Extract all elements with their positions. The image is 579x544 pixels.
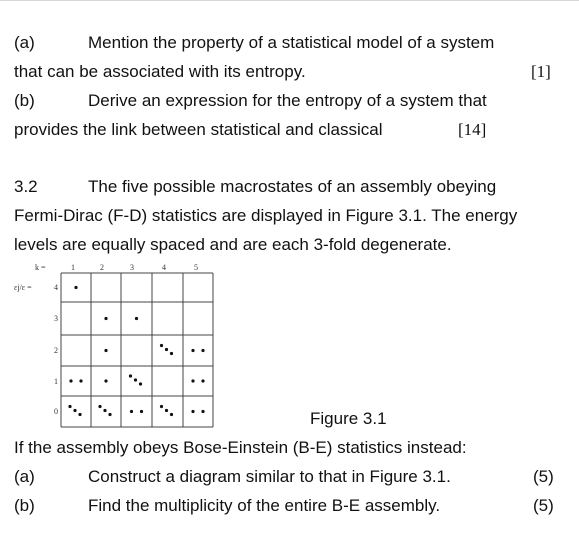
dot-cell-10 <box>68 405 71 408</box>
k-value-4: 4 <box>162 263 166 272</box>
energy-level-0: 0 <box>54 407 58 416</box>
dot-cell-2 <box>135 317 138 320</box>
dot-cell-1 <box>104 317 107 320</box>
dot-cell-13 <box>160 405 163 408</box>
dot-cell-4 <box>165 348 168 351</box>
dot-cell-3 <box>104 349 107 352</box>
k-value-1: 1 <box>71 263 75 272</box>
energy-level-3: 3 <box>54 314 58 323</box>
dot-cell-13 <box>170 413 173 416</box>
be-a-label: (a) <box>14 467 35 486</box>
q-b-marks: [14] <box>458 120 487 139</box>
dot-cell-6 <box>69 379 72 382</box>
dot-cell-8 <box>139 382 142 385</box>
be-b-text: Find the multiplicity of the entire B-E assembly. <box>88 496 441 515</box>
dot-cell-11 <box>98 405 101 408</box>
energy-level-4: 4 <box>54 283 58 292</box>
dot-cell-12 <box>140 410 143 413</box>
dot-cell-10 <box>78 413 81 416</box>
be-a-text: Construct a diagram similar to that in Figure 3.1. <box>88 467 451 486</box>
dot-cell-12 <box>130 410 133 413</box>
energy-level-2: 2 <box>54 346 58 355</box>
energy-level-1: 1 <box>54 377 58 386</box>
be-a-marks: (5) <box>533 467 554 486</box>
be-b-label: (b) <box>14 496 35 515</box>
k-label: k = <box>35 263 46 272</box>
dot-cell-13 <box>165 409 168 412</box>
dot-cell-0 <box>74 286 77 289</box>
dot-cell-10 <box>73 409 76 412</box>
dot-cell-11 <box>108 413 111 416</box>
particle-dots <box>68 286 204 416</box>
dot-cell-7 <box>104 379 107 382</box>
dot-cell-5 <box>191 349 194 352</box>
k-value-2: 2 <box>100 263 104 272</box>
dot-cell-5 <box>201 349 204 352</box>
dot-cell-9 <box>201 379 204 382</box>
figure-caption: Figure 3.1 <box>310 409 387 428</box>
dot-cell-11 <box>103 409 106 412</box>
q32-line-2: Fermi-Dirac (F-D) statistics are displayed in Figure 3.1. The energy <box>14 206 518 225</box>
be-b-marks: (5) <box>533 496 554 515</box>
q-b-label: (b) <box>14 91 35 110</box>
dot-cell-4 <box>170 352 173 355</box>
dot-cell-6 <box>79 379 82 382</box>
energy-label: εj/ε = <box>14 283 32 292</box>
q-a-marks: [1] <box>531 62 551 81</box>
q32-line-1: The five possible macrostates of an assembly obeying <box>88 177 497 196</box>
dot-cell-4 <box>160 344 163 347</box>
dot-cell-9 <box>191 379 194 382</box>
q-b-line-1: Derive an expression for the entropy of a system that <box>88 91 487 110</box>
dot-cell-8 <box>129 374 132 377</box>
dot-cell-8 <box>134 378 137 381</box>
macrostate-grid <box>61 273 213 427</box>
q-a-line-2: that can be associated with its entropy. <box>14 62 306 81</box>
q-b-line-2: provides the link between statistical and classical <box>14 120 383 139</box>
k-value-3: 3 <box>130 263 134 272</box>
q-a-label: (a) <box>14 33 35 52</box>
q32-number: 3.2 <box>14 177 38 196</box>
q-a-line-1: Mention the property of a statistical model of a system <box>88 33 495 52</box>
be-intro: If the assembly obeys Bose-Einstein (B-E) statistics instead: <box>14 438 467 457</box>
q32-line-3: levels are equally spaced and are each 3-fold degenerate. <box>14 235 452 254</box>
dot-cell-14 <box>191 410 194 413</box>
k-value-5: 5 <box>194 263 198 272</box>
dot-cell-14 <box>201 410 204 413</box>
